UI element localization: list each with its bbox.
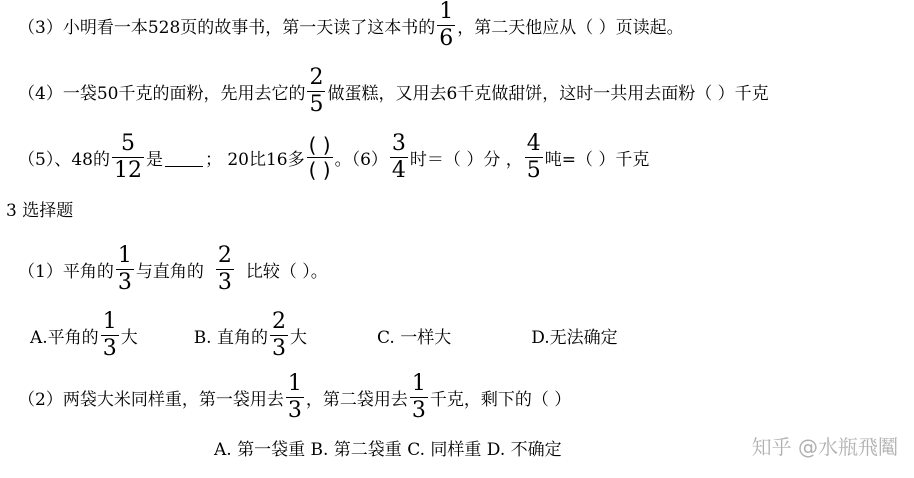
choice-2-options-text[interactable]: A. 第一袋重 B. 第二袋重 C. 同样重 D. 不确定 [214,439,562,460]
answer-blank[interactable] [165,148,203,167]
question-5-mid2: ； 20比16多 [204,149,305,170]
question-4-suffix: 做蛋糕，又用去6千克做甜饼，这时一共用去面粉（ ）千克 [327,83,769,104]
fraction-one-third: $\frac{1}{3}$ [102,308,117,361]
question-6-suffix: 吨=（ ）千克 [544,149,650,170]
choice-2-prefix: （2）两袋大米同样重，第一袋用去 [18,389,284,410]
question-6-mid4: 时＝（ ）分 ， [409,149,523,170]
choice-1-mid: 与直角的 [135,261,204,282]
question-4 [18,64,769,118]
option-a[interactable]: A.平角的 $\frac{1}{3}$ 大 [30,308,138,361]
choice-1-suffix: 比较（ ）。 [245,261,328,282]
fraction-three-fourths: $\frac{3}{4}$ [391,130,406,183]
watermark: 知乎 @水瓶飛䰗 [751,435,898,459]
fraction-one-third: $\frac{1}{3}$ [117,242,132,295]
choice-2-suffix: 千克，剩下的（ ） [429,389,572,410]
choice-question-1 [18,242,328,296]
fraction-one-sixth: $\frac{1}{6}$ [439,0,454,51]
option-b[interactable]: B. 直角的 $\frac{2}{3}$ 大 [193,308,307,361]
fraction-five-twelfths: $\frac{5}{12}$ [113,130,142,183]
fraction-two-thirds: $\frac{2}{3}$ [272,308,286,361]
option-d[interactable]: D.无法确定 [531,327,618,348]
choice-question-2 [18,370,571,424]
question-5-6 [18,130,649,184]
fraction-four-fifths: $\frac{4}{5}$ [526,130,541,183]
question-5-mid3: 。（6） [334,149,388,170]
question-3-prefix: （3）小明看一本528页的故事书，第一天读了这本书的 [18,17,436,38]
question-4-prefix: （4）一袋50千克的面粉，先用去它的 [18,83,306,104]
choice-2-options [214,424,562,470]
choice-2-mid: ，第二袋用去 [305,389,408,410]
option-c[interactable]: C. 一样大 [377,327,452,348]
question-5-prefix: （5）、48的 [18,149,110,170]
fraction-two-fifths: $\frac{2}{5}$ [309,64,324,117]
fraction-one-third: $\frac{1}{3}$ [411,370,426,423]
question-3-suffix: ，第二天他应从（ ）页读起。 [457,17,684,38]
question-3 [18,0,684,52]
choice-1-options [30,308,618,362]
fraction-blank[interactable]: $\frac{( )}{( )}$ [308,132,331,182]
fraction-two-thirds: $\frac{2}{3}$ [217,242,232,295]
choice-1-prefix: （1）平角的 [18,261,114,282]
question-5-mid1: 是 [145,149,163,170]
fraction-one-third: $\frac{1}{3}$ [287,370,302,423]
section-3-title: 3 选择题 [6,200,74,221]
